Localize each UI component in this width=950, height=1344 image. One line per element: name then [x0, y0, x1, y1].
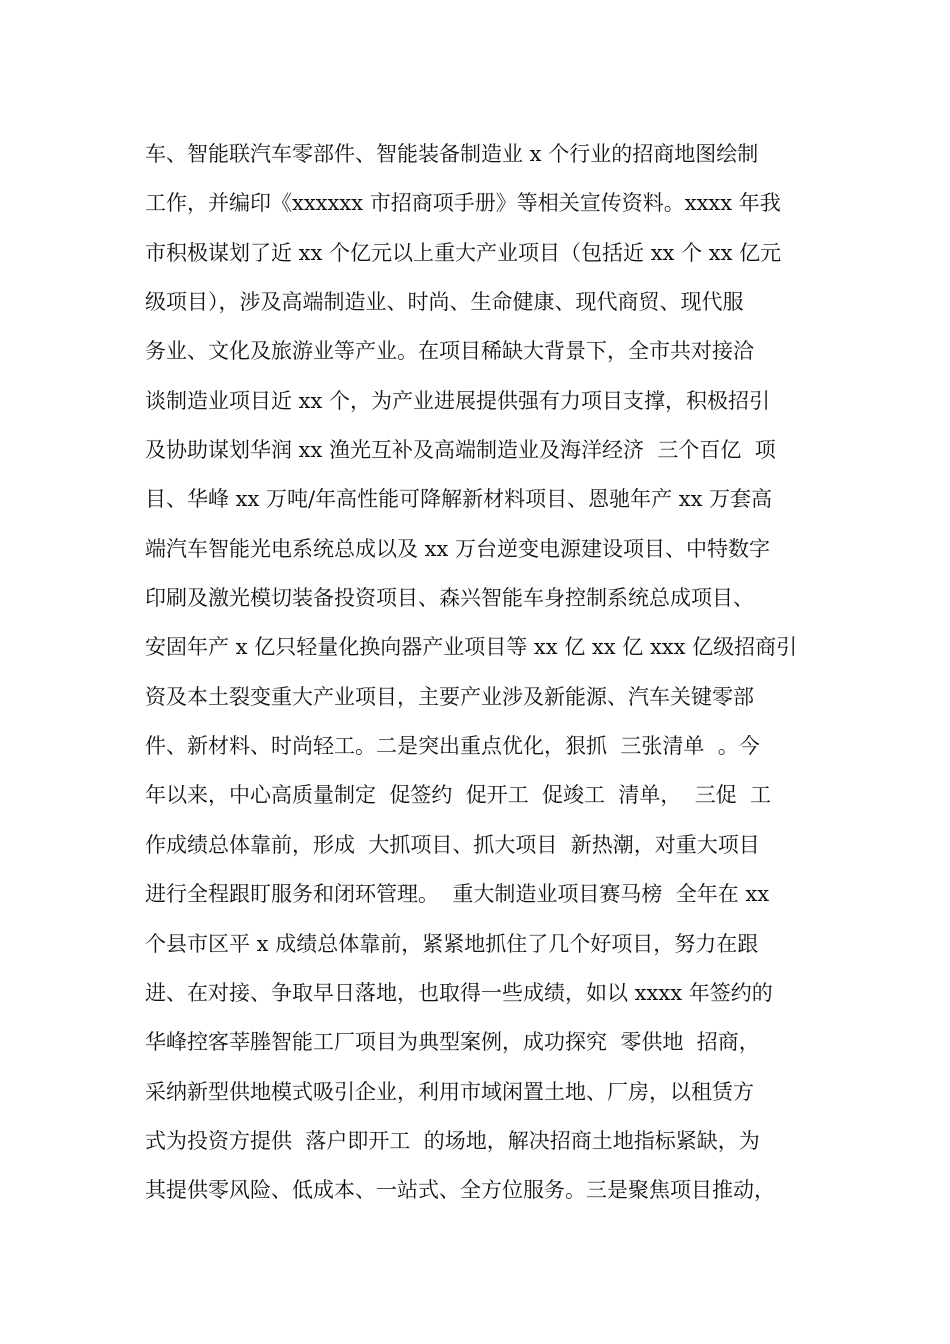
text-line-1: 车、智能联汽车零部件、智能装备制造业 x 个行业的招商地图绘制: [145, 142, 759, 166]
text-line-21: 式为投资方提供 落户即开工 的场地，解决招商土地指标紧缺，为: [145, 1128, 760, 1153]
text-line-14: 年以来，中心高质量制定 促签约 促开工 促竣工 清单， 三促 工: [145, 783, 772, 808]
text-line-18: 进、在对接、争取早日落地，也取得一些成绩，如以 xxxx 年签约的: [145, 980, 773, 1005]
text-line-20: 采纳新型供地模式吸引企业，利用市域闲置土地、厂房，以租赁方: [145, 1079, 754, 1104]
text-line-15: 作成绩总体靠前，形成 大抓项目、抓大项目 新热潮，对重大项目: [145, 832, 760, 857]
text-line-4: 级项目），涉及高端制造业、时尚、生命健康、现代商贸、现代服: [145, 290, 744, 315]
text-line-6: 谈制造业项目近 xx 个，为产业进展提供强有力项目支撑，积极招引: [145, 388, 771, 413]
text-line-9: 端汽车智能光电系统总成以及 xx 万台逆变电源建设项目、中特数字: [145, 536, 771, 561]
text-line-10: 印刷及激光模切装备投资项目、森兴智能车身控制系统总成项目、: [145, 586, 754, 611]
body-paragraph: [145, 130, 845, 1216]
text-line-2: 工作，并编印《xxxxxx 市招商项手册》等相关宣传资料。xxxx 年我: [145, 191, 781, 216]
text-line-16: 进行全程跟盯服务和闭环管理。 重大制造业项目赛马榜 全年在 xx: [145, 882, 770, 907]
text-line-7: 及协助谋划华润 xx 渔光互补及高端制造业及海洋经济 三个百亿 项: [145, 438, 776, 463]
text-line-22: 其提供零风险、低成本、一站式、全方位服务。三是聚焦项目推动，: [145, 1178, 775, 1203]
text-line-11: 安固年产 x 亿只轻量化换向器产业项目等 xx 亿 xx 亿 xxx 亿级招商引: [145, 635, 798, 660]
text-line-17: 个县市区平 x 成绩总体靠前，紧紧地抓住了几个好项目，努力在跟: [145, 931, 759, 956]
text-line-5: 务业、文化及旅游业等产业。在项目稀缺大背景下，全市共对接洽: [145, 339, 754, 364]
text-line-8: 目、华峰 xx 万吨/年高性能可降解新材料项目、恩驰年产 xx 万套高: [145, 487, 773, 512]
text-line-13: 件、新材料、时尚轻工。二是突出重点优化，狠抓 三张清单 。今: [145, 734, 760, 759]
text-line-3: 市积极谋划了近 xx 个亿元以上重大产业项目（包括近 xx 个 xx 亿元: [145, 240, 782, 265]
text-line-19: 华峰控客莘塍智能工厂项目为典型案例，成功探究 零供地 招商，: [145, 1030, 760, 1055]
text-line-12: 资及本土裂变重大产业项目，主要产业涉及新能源、汽车关键零部: [145, 684, 754, 709]
